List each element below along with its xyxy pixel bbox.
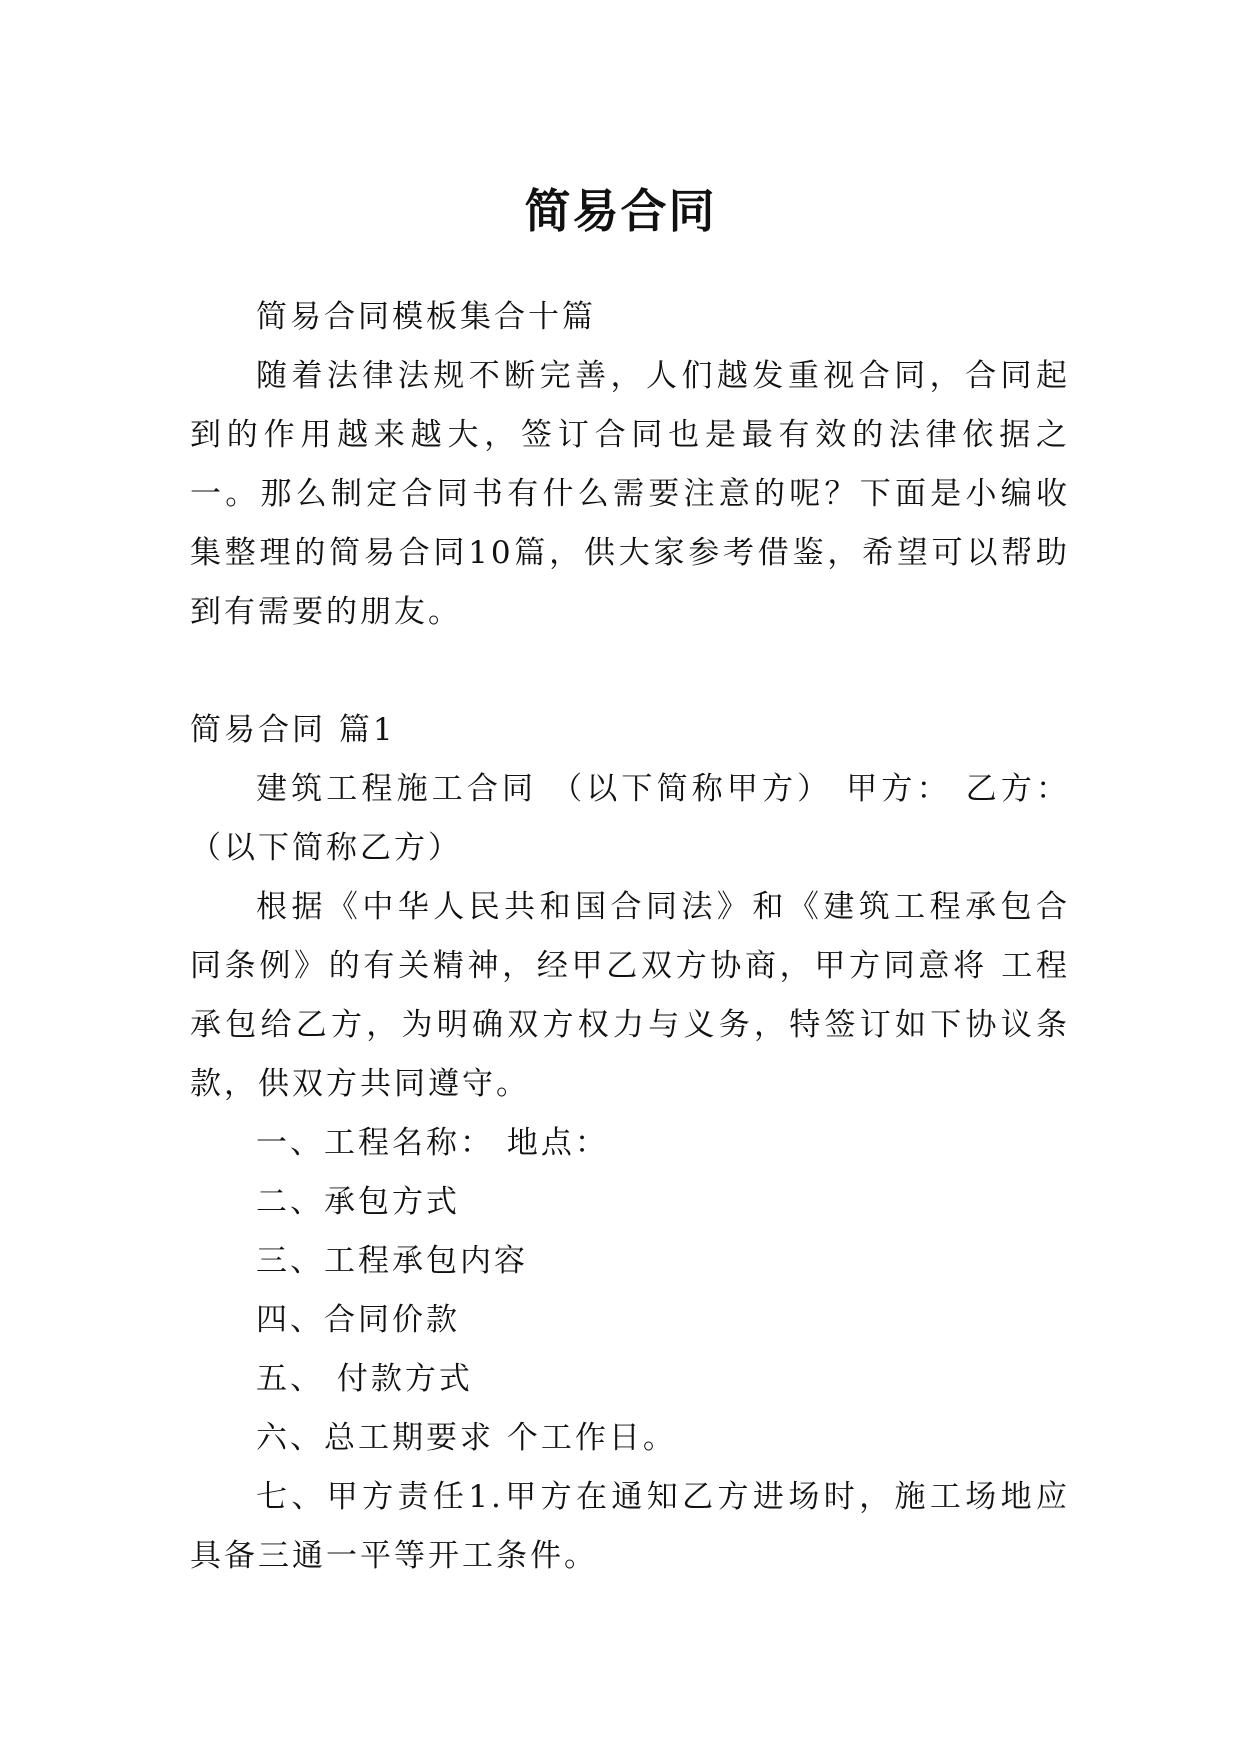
preamble-paragraph: 根据《中华人民共和国合同法》和《建筑工程承包合同条例》的有关精神，经甲乙双方协商，甲方同意将 工程承包给乙方，为明确双方权力与义务，特签订如下协议条款，供双方共同遵守。: [190, 889, 1070, 1102]
parties-paragraph: 建筑工程施工合同 （以下简称甲方） 甲方： 乙方：（以下简称乙方）: [190, 771, 1070, 866]
clause-item: 七、甲方责任1.甲方在通知乙方进场时，施工场地应具备三通一平等开工条件。: [190, 1479, 1070, 1574]
clause-item: 三、工程承包内容: [256, 1243, 528, 1279]
clause-item: 一、工程名称： 地点：: [256, 1125, 609, 1161]
clause-item: 四、合同价款: [256, 1302, 460, 1338]
document-title: 简易合同: [524, 183, 717, 238]
clause-item: 二、承包方式: [256, 1184, 460, 1220]
subtitle-paragraph: 简易合同模板集合十篇: [256, 299, 596, 335]
document-body: [190, 288, 1070, 1586]
section-heading: 简易合同 篇1: [190, 712, 396, 748]
clause-item: 五、 付款方式: [256, 1361, 473, 1397]
intro-paragraph: 随着法律法规不断完善，人们越发重视合同，合同起到的作用越来越大，签订合同也是最有效的法律依据之一。那么制定合同书有什么需要注意的呢？下面是小编收集整理的简易合同10篇，供大家参考借鉴，希望可以帮助到有需要的朋友。: [190, 358, 1070, 630]
clause-item: 六、总工期要求 个工作日。: [256, 1420, 677, 1456]
